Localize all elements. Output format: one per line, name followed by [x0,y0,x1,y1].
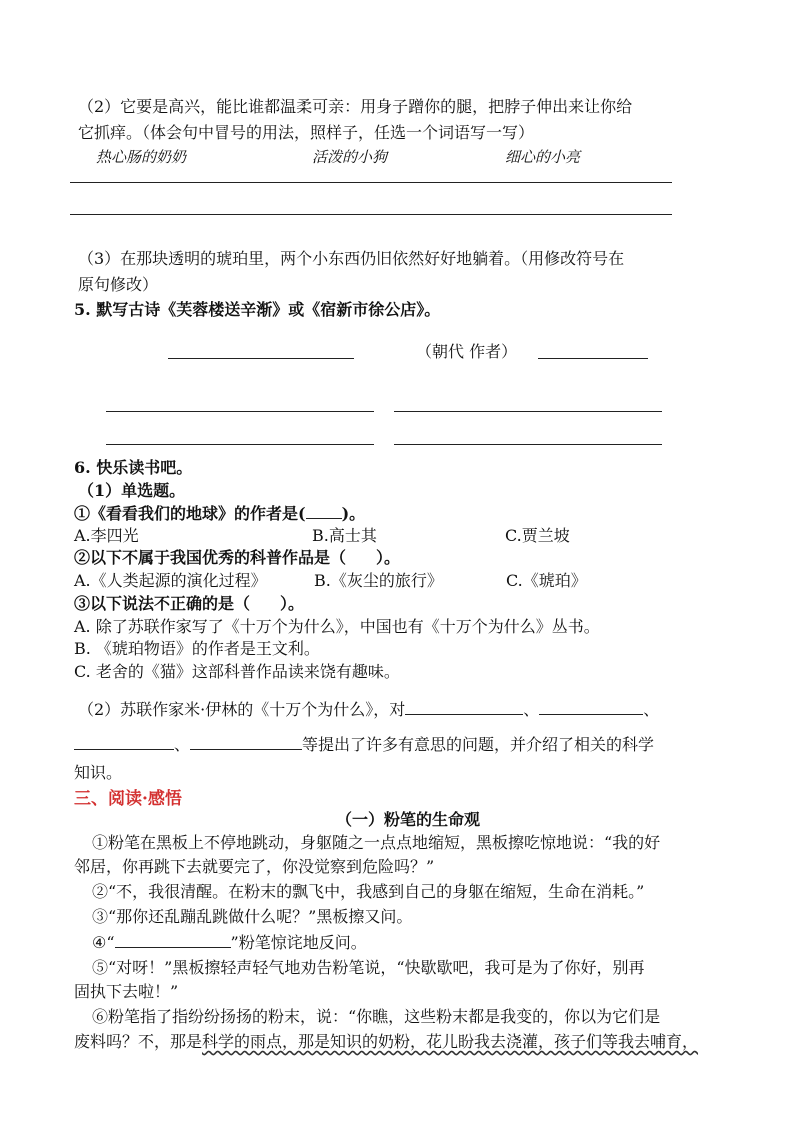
q6-item2-option-a[interactable]: A.《人类起源的演化过程》 [74,571,267,590]
q6-item1-option-c[interactable]: C.贾兰坡 [505,526,570,545]
q4-2-line2: 它抓痒。（体会句中冒号的用法，照样子，任选一个词语写一写） [78,123,535,142]
q6-sub2-sep-3: 、 [174,735,191,754]
para-2: ②“不，我很清醒。在粉末的飘飞中，我感到自己的身躯在缩短，生命在消耗。” [92,882,645,901]
para-4-close: ”粉笔惊诧地反问。 [230,933,367,952]
q4-3-line2: 原句修改） [78,275,159,294]
para-1-line1: ①粉笔在黑板上不停地跳动，身躯随之一点点地缩短，黑板擦吃惊地说：“我的好 [92,833,661,852]
q6-sub2-blank-4[interactable] [190,733,302,750]
q6-sub2-line2 [74,733,654,756]
q6-title: 6. 快乐读书吧。 [74,458,193,477]
q6-item2-option-b[interactable]: B.《灰尘的旅行》 [314,571,443,590]
q6-item2-text: ②以下不属于我国优秀的科普作品是（ [74,548,347,567]
poem-line-1[interactable] [106,411,374,412]
q6-sub2-sep-1: 、 [523,700,540,719]
para-4 [92,931,367,954]
passage-title: （一）粉笔的生命观 [336,810,481,829]
poem-line-3[interactable] [106,444,374,445]
q5-title: 5. 默写古诗《芙蓉楼送辛渐》或《宿新市徐公店》。 [74,300,441,319]
q4-2-line1: （2）它要是高兴，能比谁都温柔可亲：用身子蹭你的腿，把脖子伸出来让你给 [78,97,633,116]
para-1-line2: 邻居，你再跳下去就要完了，你没觉察到危险吗？” [74,857,435,876]
poem-title-line[interactable] [168,358,354,359]
q4-2-word-3: 细心的小亮 [505,148,581,166]
para-5-line2: 固执下去啦！” [74,982,179,1001]
section-heading: 三、阅读·感悟 [74,789,182,809]
q6-item1-option-b[interactable]: B.高士其 [312,526,377,545]
q4-3-line1: （3）在那块透明的琥珀里，两个小东西仍旧依然好好地躺着。（用修改符号在 [78,249,625,268]
q6-sub2-blank-2[interactable] [539,698,643,715]
q6-item3-text: ③以下说法不正确的是（ [74,594,251,613]
q6-item3-option-b[interactable]: B. 《琥珀物语》的作者是王文利。 [74,639,320,658]
q6-sub2-text-end: 等提出了许多有意思的问题，并介绍了相关的科学 [302,735,655,754]
para-5-line1: ⑤“对呀！”黑板擦轻声轻气地劝告粉笔说，“快歇歇吧，我可是为了你好，别再 [92,958,645,977]
q6-item1-option-a[interactable]: A.李四光 [74,526,139,545]
q4-2-word-1: 热心肠的奶奶 [96,148,187,166]
para-4-blank[interactable] [115,931,231,948]
poem-line-2[interactable] [394,411,662,412]
dynasty-author-line[interactable] [538,358,648,359]
q6-item2-close: ）。 [376,548,401,567]
answer-line-q4-2-b[interactable] [70,214,672,215]
q6-sub2-blank-3[interactable] [74,733,174,750]
poem-line-4[interactable] [394,444,662,445]
q4-2-word-2: 活泼的小狗 [312,148,388,166]
para-6-line1: ⑥粉笔指了指纷纷扬扬的粉末，说：“你瞧，这些粉末都是我变的，你以为它们是 [92,1007,661,1026]
para-3: ③“那你还乱蹦乱跳做什么呢？”黑板擦又问。 [92,907,413,926]
para-6-wavy-underline: 科学的雨点，那是知识的奶粉，花儿盼我去浇灌，孩子们等我去哺育， [202,1032,699,1051]
q6-item2-option-c[interactable]: C.《琥珀》 [506,571,587,590]
q6-sub2-sep-2: 、 [643,700,660,719]
q6-sub2-line3: 知识。 [74,763,123,782]
q6-item3-option-c[interactable]: C. 老舍的《猫》这部科普作品读来饶有趣味。 [74,662,400,681]
q6-item1-blank[interactable] [306,502,342,519]
para-6-text: 废料吗？不，那是 [74,1032,203,1051]
para-6-line2 [74,1031,698,1053]
answer-line-q4-2-a[interactable] [70,182,672,183]
q6-item1-close: )。 [341,504,366,523]
q6-sub2-blank-1[interactable] [405,698,523,715]
q6-item3-stem [74,593,304,615]
para-4-open: ④“ [92,933,115,952]
q6-item2-stem [74,547,400,569]
q6-item3-option-a[interactable]: A. 除了苏联作家写了《十万个为什么》，中国也有《十万个为什么》丛书。 [74,617,600,636]
q6-item1-text: ①《看看我们的地球》的作者是( [74,504,306,523]
dynasty-author-label: （朝代 作者） [416,342,518,361]
q6-item1-stem [74,502,365,525]
q6-sub2-line1 [78,698,659,721]
q6-sub2-text: （2）苏联作家米·伊林的《十万个为什么》，对 [78,700,406,719]
q6-sub1: （1）单选题。 [78,481,186,500]
q6-item3-close: ）。 [280,594,305,613]
